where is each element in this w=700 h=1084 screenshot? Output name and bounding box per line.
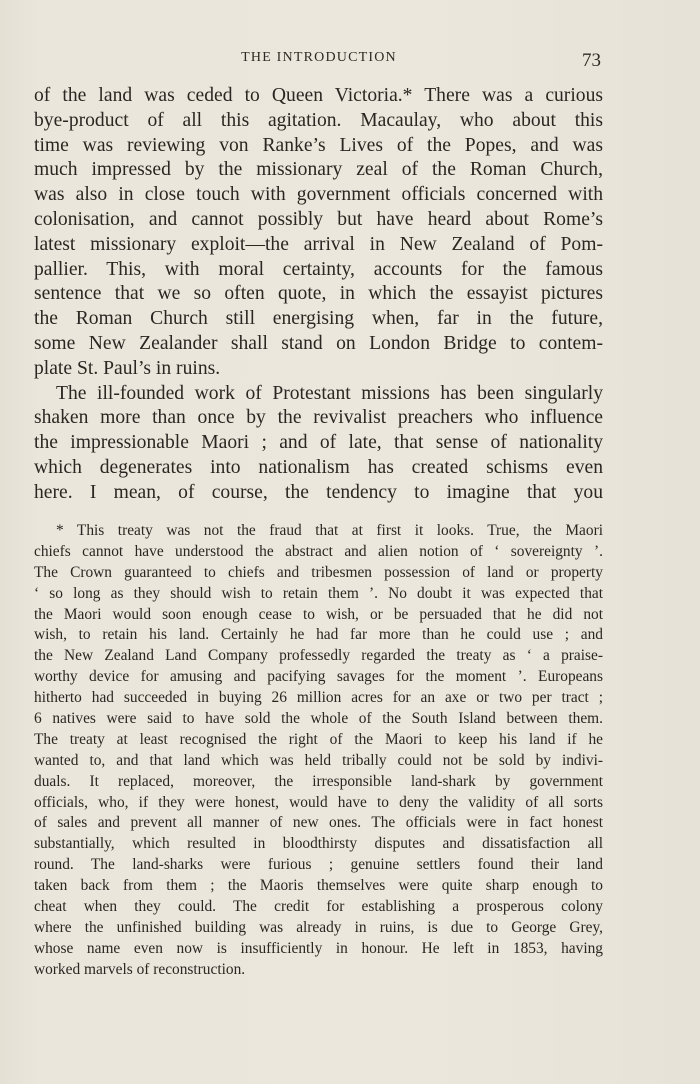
- footnote-line: where the unfinished building was already in ruins, is due to George Grey,: [34, 918, 603, 936]
- body-line: of the land was ceded to Queen Victoria.* There was a curious: [34, 85, 603, 106]
- footnote-line: wanted to, and that land which was held tribally could not be sold by indivi-: [34, 751, 603, 769]
- footnote-line: cheat when they could. The credit for establishing a prosperous colony: [34, 898, 603, 916]
- footnote-line: round. The land-sharks were furious ; genuine settlers found their land: [34, 856, 603, 874]
- footnote-line: of sales and prevent all manner of new ones. The officials were in fact honest: [34, 814, 603, 832]
- body-line: bye-product of all this agitation. Macaulay, who about this: [34, 109, 603, 131]
- footnote-line: substantially, which resulted in bloodthirsty disputes and dissatisfaction all: [34, 835, 603, 853]
- body-line: The ill-founded work of Protestant missions has been singularly: [56, 382, 603, 404]
- footnote-line: the New Zealand Land Company professedly regarded the treaty as ‘ a praise-: [34, 647, 603, 665]
- footnote-line: taken back from them ; the Maoris themselves were quite sharp enough to: [34, 877, 603, 895]
- body-line: the Roman Church still energising when, far in the future,: [34, 308, 603, 330]
- footnote-line: officials, who, if they were honest, would have to deny the validity of all sorts: [34, 793, 603, 811]
- body-line: time was reviewing von Ranke’s Lives of the Popes, and was: [34, 134, 603, 156]
- body-line: shaken more than once by the revivalist preachers who influence: [34, 407, 603, 429]
- footnote-line: The Crown guaranteed to chiefs and tribesmen possession of land or property: [34, 563, 603, 581]
- body-line: was also in close touch with government officials concerned with: [34, 184, 603, 206]
- footnote-line: wish, to retain his land. Certainly he had far more than he could use ; and: [34, 626, 603, 644]
- body-paragraphs: [34, 84, 603, 506]
- body-line: some New Zealander shall stand on London Bridge to contem-: [34, 332, 603, 354]
- footnote-line: 6 natives were said to have sold the whole of the South Island between them.: [34, 710, 603, 728]
- body-line: latest missionary exploit—the arrival in New Zealand of Pom-: [34, 233, 603, 255]
- body-line: colonisation, and cannot possibly but have heard about Rome’s: [34, 208, 603, 230]
- footnote-line: the Maori would soon enough cease to wish, or be persuaded that he did not: [34, 605, 603, 623]
- footnote-line: worthy device for amusing and pacifying savages for the moment ’. Europeans: [34, 668, 603, 686]
- page-number: 73: [582, 50, 601, 71]
- body-line: sentence that we so often quote, in which the essayist pictures: [34, 283, 603, 305]
- footnote-line: duals. It replaced, moreover, the irresponsible land-shark by government: [34, 772, 603, 790]
- footnote-line: The treaty at least recognised the right of the Maori to keep his land if he: [34, 730, 603, 748]
- footnote-line: whose name even now is insufficiently in honour. He left in 1853, having: [34, 939, 603, 957]
- body-line: plate St. Paul’s in ruins.: [34, 357, 221, 379]
- footnote-line: ‘ so long as they should wish to retain them ’. No doubt it was expected that: [34, 584, 603, 602]
- body-line: which degenerates into nationalism has created schisms even: [34, 456, 603, 478]
- footnote-line: hitherto had succeeded in buying 26 million acres for an axe or two per tract ;: [34, 689, 603, 707]
- body-line: the impressionable Maori ; and of late, that sense of nationality: [34, 432, 603, 454]
- footnote-line: worked marvels of reconstruction.: [34, 960, 246, 978]
- body-line: pallier. This, with moral certainty, accounts for the famous: [34, 258, 603, 280]
- footnote-line: chiefs cannot have understood the abstract and alien notion of ‘ sovereignty ’.: [34, 542, 603, 560]
- footnote: [34, 521, 603, 981]
- footnote-line: * This treaty was not the fraud that at first it looks. True, the Maori: [56, 522, 603, 539]
- running-head-title: THE INTRODUCTION: [241, 50, 397, 65]
- body-line: here. I mean, of course, the tendency to imagine that you: [34, 481, 603, 503]
- body-line: much impressed by the missionary zeal of the Roman Church,: [34, 159, 603, 181]
